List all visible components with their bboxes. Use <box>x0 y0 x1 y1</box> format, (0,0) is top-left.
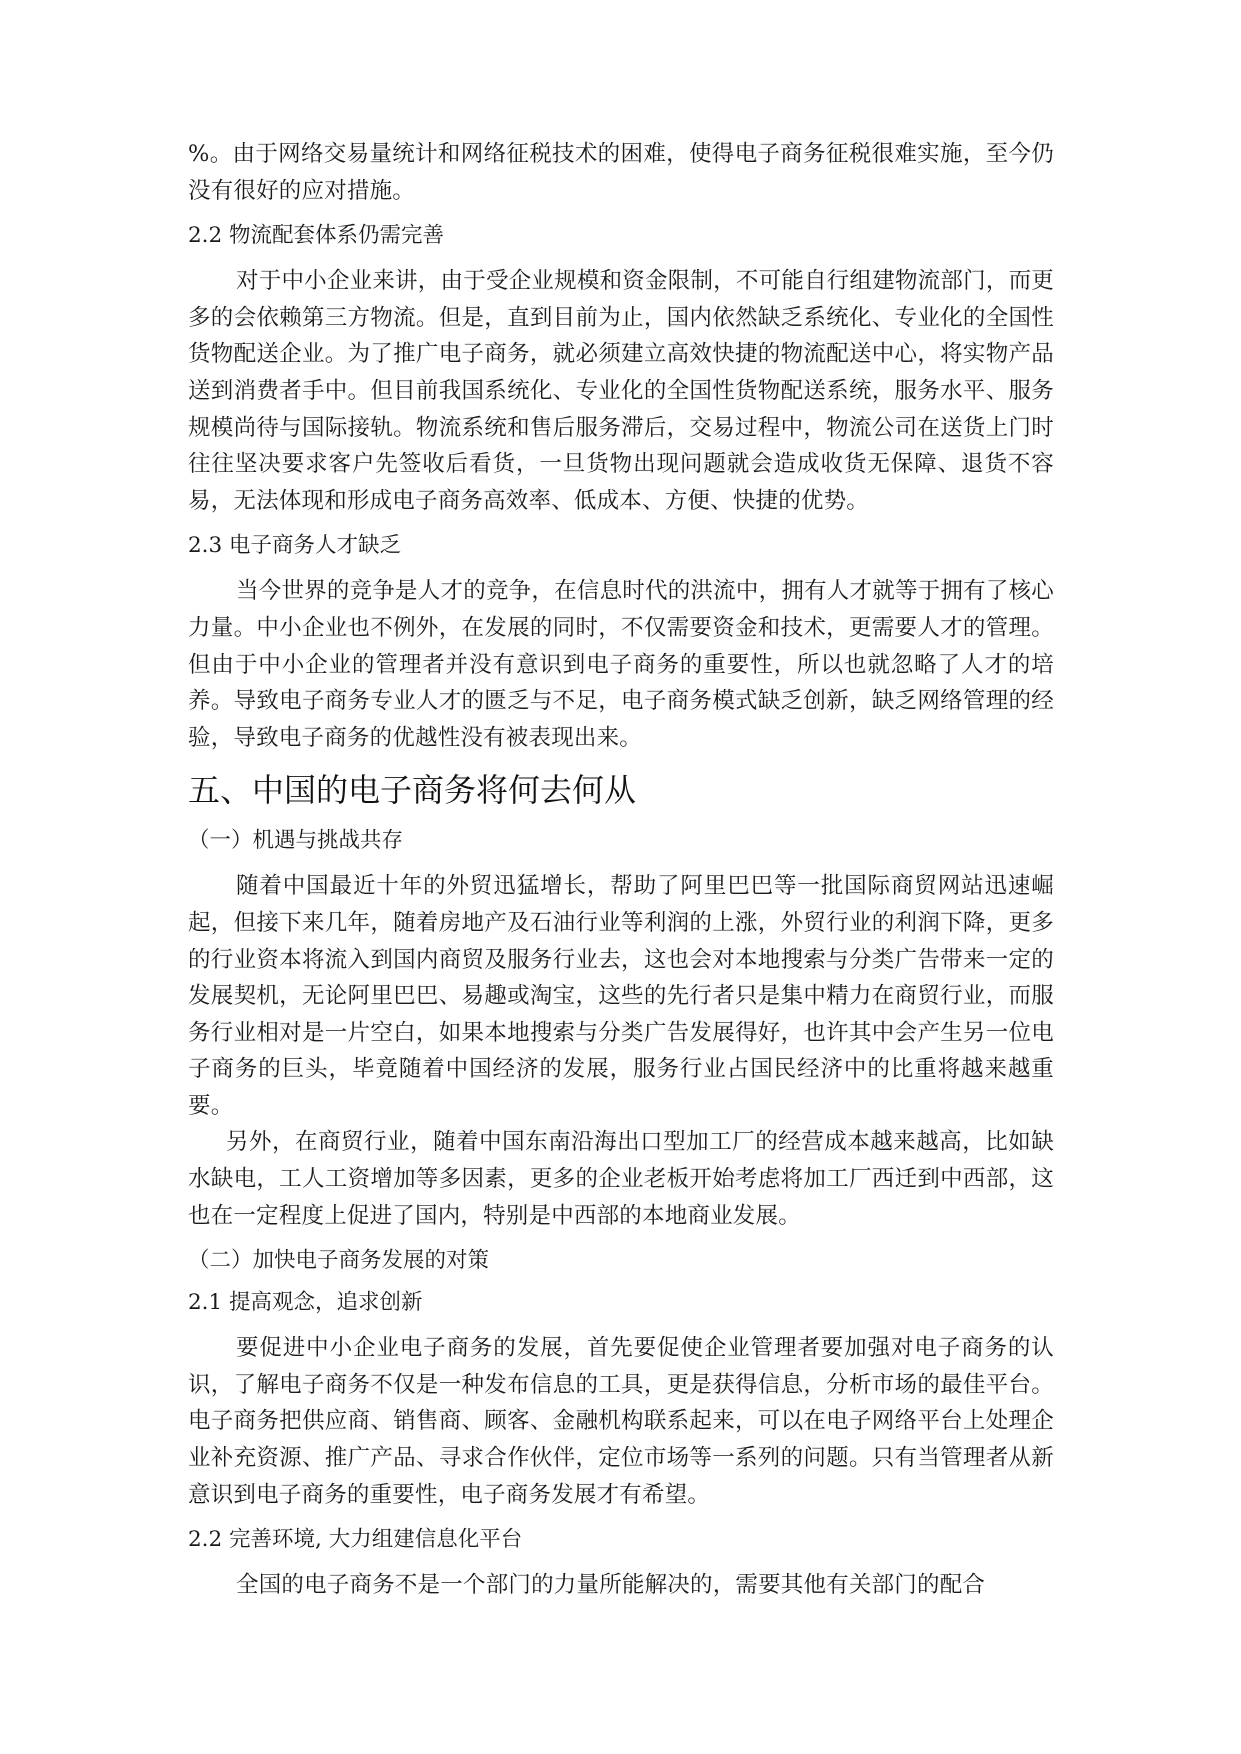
heading-2-2-logistics: 2.2 物流配套体系仍需完善 <box>188 223 445 249</box>
paragraph-opportunity: 随着中国最近十年的外贸迅猛增长，帮助了阿里巴巴等一批国际商贸网站迅速崛起，但接下来几年，随着房地产及石油行业等利润的上涨，外贸行业的利润下降，更多的行业资本将流入到国内商贸及服务行业去，这也会对本地搜索与分类广告带来一定的发展契机，无论阿里巴巴、易趣或淘宝，这些的先行者只是集中精力在商贸行业，而服务行业相对是一片空白，如果本地搜索与分类广告发展得好，也许其中会产生另一位电子商务的巨头，毕竟随着中国经济的发展，服务行业占国民经济中的比重将越来越重要。 <box>188 873 1054 1119</box>
section-heading-countermeasures: （二）加快电子商务发展的对策 <box>188 1248 490 1274</box>
paragraph-talent: 当今世界的竞争是人才的竞争，在信息时代的洪流中，拥有人才就等于拥有了核心力量。中小企业也不例外，在发展的同时，不仅需要资金和技术，更需要人才的管理。但由于中小企业的管理者并没有意识到电子商务的重要性，所以也就忽略了人才的培养。导致电子商务专业人才的匮乏与不足，电子商务模式缺乏创新，缺乏网络管理的经验，导致电子商务的优越性没有被表现出来。 <box>188 578 1054 751</box>
paragraph-regional-shift: 另外，在商贸行业，随着中国东南沿海出口型加工厂的经营成本越来越高，比如缺水缺电，工人工资增加等多因素，更多的企业老板开始考虑将加工厂西迁到中西部，这也在一定程度上促进了国内，特别是中西部的本地商业发展。 <box>188 1129 1054 1229</box>
paragraph-concept: 要促进中小企业电子商务的发展，首先要促使企业管理者要加强对电子商务的认识，了解电子商务不仅是一种发布信息的工具，更是获得信息，分析市场的最佳平台。电子商务把供应商、销售商、顾客、金融机构联系起来，可以在电子网络平台上处理企业补充资源、推广产品、寻求合作伙伴，定位市场等一系列的问题。只有当管理者从新意识到电子商务的重要性，电子商务发展才有希望。 <box>188 1335 1054 1508</box>
paragraph-environment: 全国的电子商务不是一个部门的力量所能解决的，需要其他有关部门的配合 <box>236 1572 986 1599</box>
heading-2-2-environment: 2.2 完善环境, 大力组建信息化平台 <box>188 1527 523 1553</box>
paragraph-tax-conclusion: %。由于网络交易量统计和网络征税技术的困难，使得电子商务征税很难实施，至今仍没有很好的应对措施。 <box>188 141 1054 204</box>
document-page <box>188 136 1054 1604</box>
paragraph-logistics: 对于中小企业来讲，由于受企业规模和资金限制，不可能自行组建物流部门，而更多的会依赖第三方物流。但是，直到目前为止，国内依然缺乏系统化、专业化的全国性货物配送企业。为了推广电子商务，就必须建立高效快捷的物流配送中心，将实物产品送到消费者手中。但目前我国系统化、专业化的全国性货物配送系统，服务水平、服务规模尚待与国际接轨。物流系统和售后服务滞后，交易过程中，物流公司在送货上门时往往坚决要求客户先签收后看货，一旦货物出现问题就会造成收货无保障、退货不容易，无法体现和形成电子商务高效率、低成本、方便、快捷的优势。 <box>188 268 1054 514</box>
chapter-heading-5: 五、中国的电子商务将何去何从 <box>188 771 637 810</box>
section-heading-opportunity: （一）机遇与挑战共存 <box>188 828 404 854</box>
heading-2-1-concept: 2.1 提高观念，追求创新 <box>188 1290 423 1316</box>
heading-2-3-talent: 2.3 电子商务人才缺乏 <box>188 533 402 559</box>
